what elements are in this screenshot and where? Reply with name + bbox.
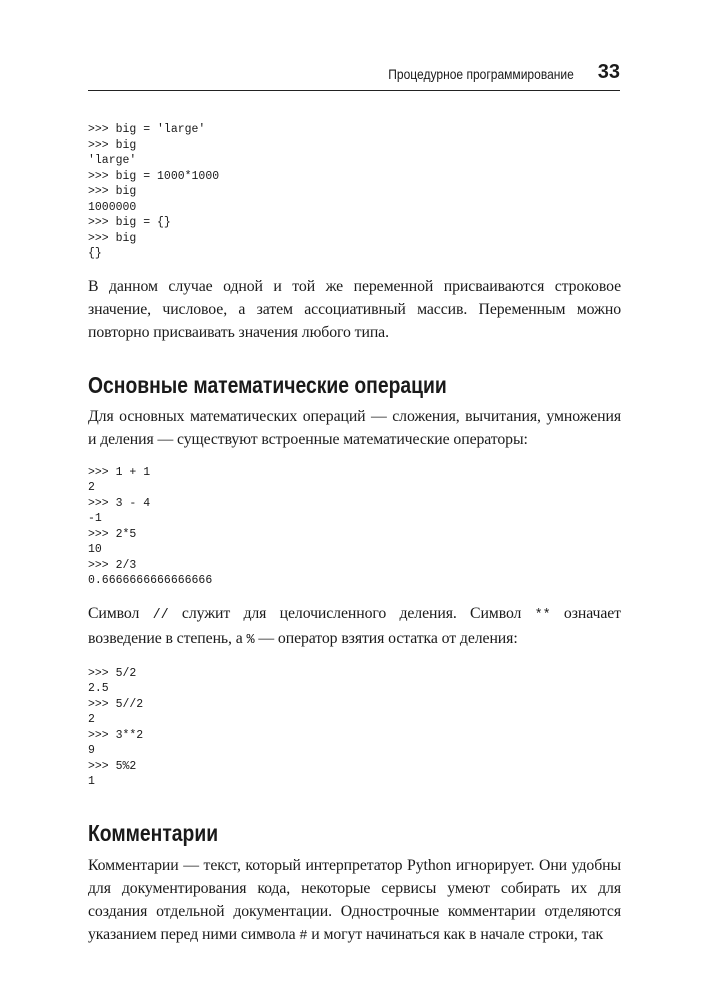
code-line: 9 [88,744,95,757]
section-heading-comments: Комментарии [88,819,219,846]
code-line: >>> big [88,185,137,198]
running-header [88,60,620,91]
paragraph-reassignment: В данном случае одной и той же переменной присваиваются строковое значение, числовое, а затем ассоциативный массив. Переменным можно повторно присваивать значения любого типа. [88,277,621,341]
section-heading-math: Основные математические операции [88,371,447,398]
text-run: — оператор взятия остатка от деления: [254,629,518,647]
code-line: >>> 2*5 [88,527,137,541]
text-run: и могут начинаться как в начале строки, так [307,925,604,943]
page-body [88,122,621,948]
paragraph-math-intro: Для основных математических операций — сложения, вычитания, умножения и деления — существуют встроенные математические операторы: [88,407,621,448]
paragraph-comments [88,854,621,948]
code-line: >>> 3 - 4 [88,496,151,510]
inline-code-modulo: % [246,632,255,648]
code-line: >>> 5/2 [88,666,137,680]
code-line: >>> big [88,231,137,245]
code-example-arithmetic [88,465,621,589]
code-line: >>> 5%2 [88,759,137,773]
code-line: >>> 2/3 [88,558,137,572]
code-line: 'large' [88,154,137,167]
text-run: служит для целочисленного деления. Символ [168,604,535,622]
code-line: >>> big = {} [88,216,171,229]
code-line: 1 [88,775,95,788]
inline-code-hash: # [299,928,308,944]
code-line: 0.6666666666666666 [88,574,213,587]
code-line: 2 [88,481,95,494]
code-line: 2 [88,713,95,726]
code-line: >>> big [88,138,137,152]
code-line: >>> big = 1000*1000 [88,169,220,183]
code-line: 2.5 [88,682,109,695]
text-run: Символ [88,604,153,622]
page-number: 33 [597,61,620,83]
code-line: 1000000 [88,200,137,214]
text-run: Комментарии — текст, который интерпретатор Python игнорирует. Они удобны для документирования кода, некоторые сервисы умеют собирать их для создания отдельной документации. Однострочные комментарии отделяются указанием перед ними символа [88,856,621,943]
inline-code-power: ** [534,607,551,623]
code-line: -1 [88,512,102,525]
text-run: означает возведение в степень, а [88,604,621,647]
code-line: >>> big = 'large' [88,123,206,136]
running-title: Процедурное программирование [388,66,574,82]
code-line: {} [88,247,102,260]
code-line: >>> 5//2 [88,697,144,711]
code-line: >>> 3**2 [88,728,144,742]
code-line: >>> 1 + 1 [88,465,151,479]
paragraph-operators [88,602,621,652]
code-line: 10 [88,543,102,556]
code-example-variables [88,122,621,262]
code-example-operators [88,666,621,790]
inline-code-floor-div: // [152,607,169,623]
